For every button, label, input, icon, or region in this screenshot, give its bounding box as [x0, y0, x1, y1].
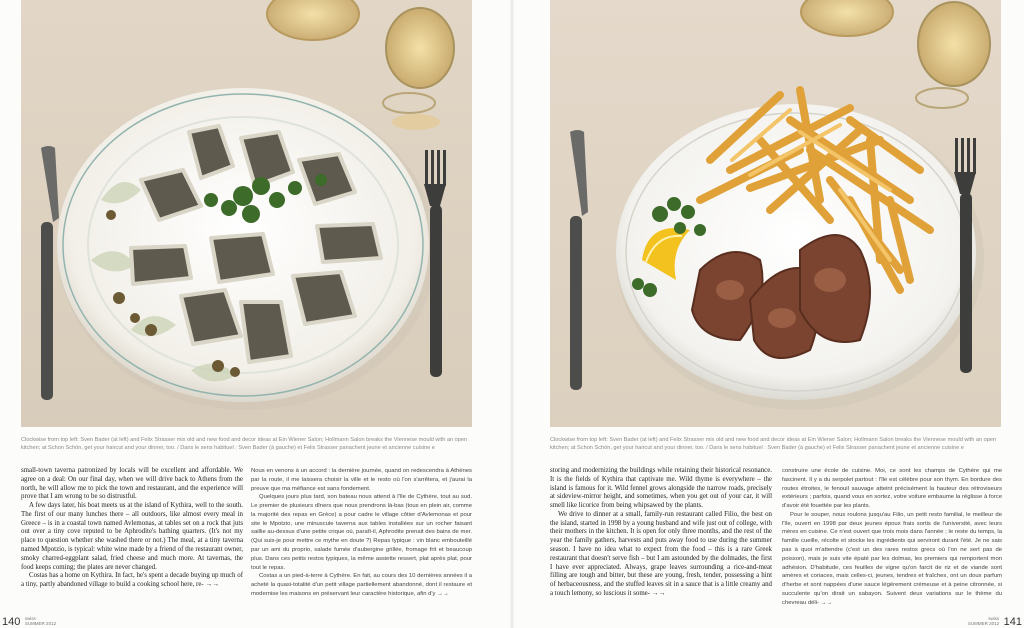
page-number-right: [968, 612, 1022, 628]
dolmades-plate-photo: [21, 0, 472, 427]
english-column: [21, 467, 243, 590]
paragraph: Costas a un pied-à-terre à Cythère. En fait, au cours des 10 dernières années il a acheté la quasi-totalité d'un petit village partiellement abandonné, dont il restaure et modernise les maisons en préservant leur caractère historique, afin d'y →→: [251, 573, 472, 597]
paragraph: Nous en venons à un accord : la dernière journée, quand on redescendra à Athènes par la route, il me laissera choisir la ville et le resto où l'on s'arrêtera, et j'aurai la preuve que ma méfiance est sans fondement.: [251, 468, 472, 492]
paragraph: Pour le souper, nous roulons jusqu'au Filio, un petit resto familial, le meilleur de l'île, ouvert en 1998 par deux jeunes époux frais sortis de l'université, avec leurs mères en cuisine. Ce n'est ouvert que trois mois dans l'année ; le reste du temps, la famille cueille, récolte et stocke les ingrédients qui serviront durant l'été. Je ne sais pas à quoi m'attendre (c'est un des rares restos grecs où l'on ne sert pas de poisson), mais je suis vite épaté par les dolmas, les premiers qui remportent mon adhésion. D'habitude, ces feuilles de vigne qu'on farcit de riz et de viande sont amères et coriaces, mais celles-ci, jeunes, tendres et fraîches, ont un doux parfum d'herbe et sont nappées d'une sauce légèrement crémeuse et à peine citronnée, si succulente qu'on dirait un sabayon. Suivent deux variations sur le thème du chevreau déli- →→: [782, 511, 1002, 606]
paragraph: A few days later, his boat meets us at the island of Kythira, well to the south. The first of our many lunches there – all outdoors, like almost every meal in Greece – is in a coastal town named Avlemonas, at tables set on a rock that juts out over a tiny cove reputed to be Aphrodite's bathing quarters. (It's not my place to question whether she washed there or not.) The meal, at a tiny taverna named Mpotzio, is typical: white wine made by a friend of the restaurant owner, smoky charred-eggplant salad, fried cheese and much more. At tavernas, the food keeps coming; the plates are never changed.: [21, 502, 243, 571]
paragraph: storing and modernizing the buildings while retaining their historical resonance. It is the fields of Kythira that captivate me. Wild thyme is everywhere – the island is famous for it. Wild fennel grows alongside the narrow roads, precisely at sideview-mirror height, and sometimes, when you get out of your car, it will smell like licorice from being whipsawed by the plants.: [550, 467, 772, 510]
paragraph: Quelques jours plus tard, son bateau nous attend à l'île de Cythère, tout au sud. Le premier de plusieurs dîners que nous prendrons là-bas (tous en plein air, comme la majorité des repas en Grèce) a pour cadre le village côtier d'Avlemonas et pour site le Mpotzio, une minuscule taverna aux tables installées sur un rocher faisant saillie au-dessus d'une petite crique où, paraît-il, Aphrodite prenait des bains de mer. (Qui suis-je pour mettre ce mythe en doute ?) Repas typique : vin blanc embouteillé par un ami du proprio, salade fumée d'aubergine grillée, fromage frit et beaucoup plus. Dans ces petits restos typiques, la même assiette ressert, plat après plat, pour tout le repas.: [251, 494, 472, 571]
photo-caption: Clockwise from top left: Sven Bader (at left) and Felix Strasser mix old and new food and decor ideas at Ein Wiener Salon; Hollmann Salon breaks the Viennese mould with an open kitchen; at Schon Schön, get your haircut and your dinner, too. / Dans le sens habituel : Sven Bader (à gauche) et Felix Strasser panachent jeune et ancienne cuisine e: [21, 437, 468, 451]
photo-caption: Clockwise from top left: Sven Bader (at left) and Felix Strasser mix old and new food and decor ideas at Ein Wiener Salon; Hollmann Salon breaks the Viennese mould with an open kitchen; at Schon Schön, get your haircut and your dinner, too. / Dans le sens habituel : Sven Bader (à gauche) et Felix Strasser panachent jeune et ancienne cuisine e: [550, 437, 997, 451]
paragraph: Costas has a home on Kythira. In fact, he's spent a decade buying up much of a tiny, partly abandoned village to build a cooking school here, re- →→: [21, 572, 243, 589]
paragraph: construire une école de cuisine. Moi, ce sont les champs de Cythère qui me fascinent. Il y a du serpolet partout : l'île est célèbre pour son thym. En bordure des routes étroites, le fenouil sauvage atteint précisément la hauteur des rétroviseurs extérieurs ; parfois, quand vous en sortez, votre voiture embaume la réglisse à force d'avoir été fouettée par les plants.: [782, 468, 1002, 510]
right-page: [512, 0, 1024, 628]
paragraph: We drive to dinner at a small, family-run restaurant called Filio, the best on the island, started in 1998 by a young husband and wife just out of college, with their mothers in the kitchen. It is open for only three months, and the rest of the year the family gathers, harvests and puts away food to use during the summer season. I have no idea what to expect from the food – this is a rare Greek restaurant that doesn't serve fish – but I am astounded by the dolmades, the first I have ever appreciated. Always, grape leaves surrounding a rice-and-meat filling are tough and bitter, but these are young, fresh, tender, possessing a hint of herbaceousness, and the stuffed leaves sit in a sauce that is a little creamy and a touch lemony, so luscious it some- →→: [550, 510, 772, 597]
english-column: [550, 467, 772, 599]
page-number-left: [2, 612, 56, 628]
paragraph: small-town taverna patronized by locals will be excellent and affordable. We agree on a deal: On our final day, when we will drive back to Athens from the north, he will allow me to pick the town and restaurant, and the experience will prove that I am wrong to be so distrustful.: [21, 467, 243, 501]
lamb-chops-fries-photo: [550, 0, 1001, 427]
folio-number: 140: [2, 616, 21, 628]
lamb-chops-photo-illustration: [550, 0, 1001, 427]
magazine-issue: swiss SUMMER 2012: [967, 615, 1000, 626]
magazine-issue: swiss SUMMER 2012: [24, 615, 57, 626]
dolmades-photo-illustration: [21, 0, 472, 427]
folio-number: 141: [1003, 616, 1022, 628]
french-column: [251, 467, 472, 599]
french-column: [782, 467, 1002, 608]
